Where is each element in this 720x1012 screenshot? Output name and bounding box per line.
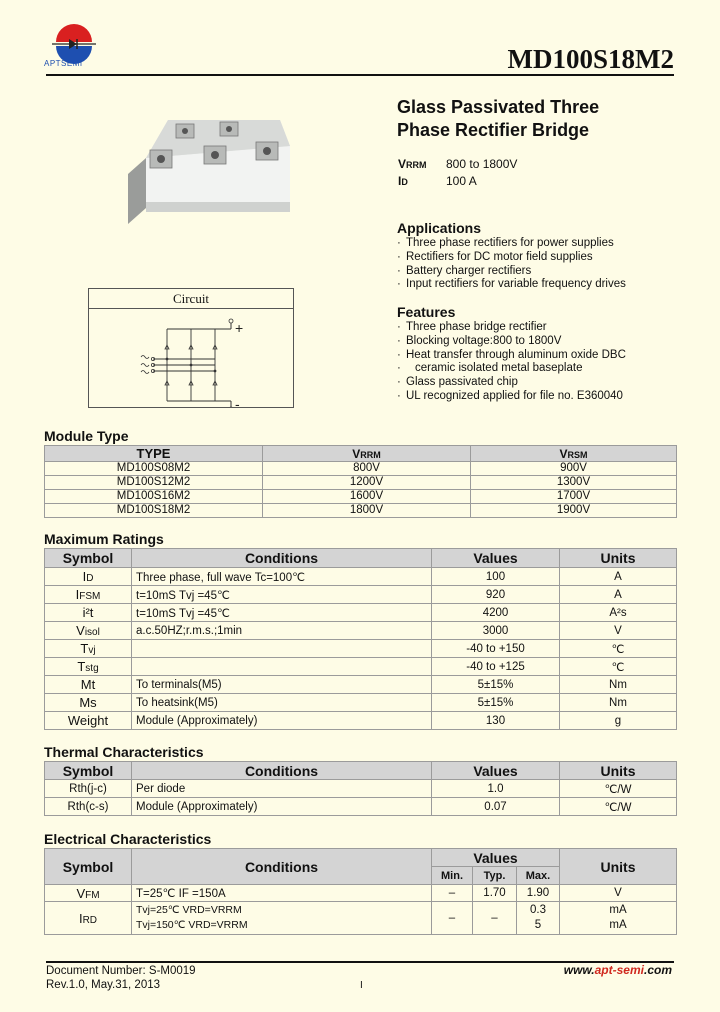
header-cell: Symbol: [45, 762, 132, 780]
footer-doc-info: [46, 964, 196, 992]
cell: 1200V: [263, 476, 471, 490]
list-item: · Three phase rectifiers for power supplies: [397, 237, 626, 251]
module-photo: [120, 106, 300, 226]
header-subscript: RSM: [567, 449, 588, 460]
symbol-cell: [45, 568, 132, 586]
condition-cell: Three phase, full wave Tc=100℃: [132, 568, 432, 586]
cell: –: [432, 902, 473, 935]
cell: ℃/W: [560, 798, 677, 816]
table-header-row: [45, 849, 677, 867]
header-cell: Conditions: [132, 849, 432, 885]
symbol: Mt: [80, 677, 96, 692]
table-header-row: [45, 446, 677, 462]
cell: ℃/W: [560, 780, 677, 798]
symbol: Ms: [79, 695, 97, 710]
circuit-diagram: [89, 309, 293, 407]
spec-subscript: RRM: [406, 160, 427, 170]
max-ratings-body: [45, 568, 677, 730]
unit-cell: Nm: [560, 694, 677, 712]
value-cell: 3000: [432, 622, 560, 640]
header-symbol: V: [559, 446, 568, 461]
cell: Module (Approximately): [132, 798, 432, 816]
spec-subscript: D: [401, 177, 408, 187]
symbol: T: [77, 659, 86, 674]
cell: 900V: [471, 462, 677, 476]
symbol-cell: [45, 640, 132, 658]
applications-list: [397, 237, 626, 292]
title-line-1: Glass Passivated Three: [397, 97, 600, 117]
features-heading: Features: [397, 304, 456, 320]
cell: [560, 902, 677, 935]
symbol: T: [80, 641, 89, 656]
cell: Rth(c-s): [45, 798, 132, 816]
table-row: [45, 694, 677, 712]
unit-line: mA: [609, 904, 627, 916]
spec-symbol: V: [398, 157, 407, 171]
condition-cell: [132, 640, 432, 658]
cell: 800V: [263, 462, 471, 476]
header-cell: Symbol: [45, 549, 132, 568]
spec-value: 100 A: [446, 174, 477, 188]
circuit-title: Circuit: [89, 289, 293, 309]
symbol: V: [76, 885, 86, 901]
table-row: [45, 798, 677, 816]
value-cell: 130: [432, 712, 560, 730]
cell: 1.70: [473, 885, 517, 902]
cell: 0.07: [432, 798, 560, 816]
value-line: 0.3: [530, 904, 546, 916]
table-row: [45, 462, 677, 476]
table-header-row: [45, 762, 677, 780]
col-vrsm-header: [471, 446, 677, 462]
symbol: I: [78, 910, 83, 926]
circuit-box: [88, 288, 294, 408]
url-main: apt-semi: [594, 963, 644, 977]
symbol-cell: [45, 676, 132, 694]
cell: –: [473, 902, 517, 935]
cell: MD100S08M2: [45, 462, 263, 476]
value-cell: -40 to +125: [432, 658, 560, 676]
unit-cell: ℃: [560, 658, 677, 676]
condition-cell: t=10mS Tvj =45℃: [132, 586, 432, 604]
features-list: [397, 321, 626, 404]
list-item: · Blocking voltage:800 to 1800V: [397, 335, 626, 349]
table-row: [45, 504, 677, 518]
part-number: MD100S18M2: [507, 44, 674, 74]
value-cell: -40 to +150: [432, 640, 560, 658]
condition-cell: t=10mS Tvj =45℃: [132, 604, 432, 622]
cell: T=25℃ IF =150A: [132, 885, 432, 902]
spec-value: 800 to 1800V: [446, 157, 518, 171]
applications-heading: Applications: [397, 220, 482, 236]
subheader-cell: Min.: [432, 867, 473, 885]
header-cell: Units: [560, 549, 677, 568]
table-row: [45, 780, 677, 798]
spec-id: [398, 174, 477, 188]
unit-cell: A²s: [560, 604, 677, 622]
cell: [45, 902, 132, 935]
list-item: · Input rectifiers for variable frequency drives: [397, 278, 626, 292]
symbol-subscript: vj: [88, 645, 96, 656]
table-row: [45, 902, 677, 935]
symbol-subscript: RD: [82, 914, 98, 926]
header-cell: Values: [432, 849, 560, 867]
symbol-cell: [45, 622, 132, 640]
condition-line: Tvj=150℃ VRD=VRRM: [136, 919, 248, 931]
list-item: · UL recognized applied for file no. E360040: [397, 390, 626, 404]
module-type-table: [44, 445, 677, 518]
website-link[interactable]: [564, 963, 672, 977]
symbol-subscript: FM: [85, 889, 100, 901]
value-cell: 4200: [432, 604, 560, 622]
cell: 1600V: [263, 490, 471, 504]
cell: Per diode: [132, 780, 432, 798]
cell: MD100S16M2: [45, 490, 263, 504]
symbol-subscript: D: [86, 573, 94, 584]
list-item: · Rectifiers for DC motor field supplies: [397, 251, 626, 265]
subheader-cell: Max.: [517, 867, 560, 885]
table-header-row: [45, 549, 677, 568]
cell: MD100S12M2: [45, 476, 263, 490]
symbol-cell: [45, 712, 132, 730]
brand-name: APTSEMI: [44, 59, 83, 68]
condition-cell: Module (Approximately): [132, 712, 432, 730]
cell: 1300V: [471, 476, 677, 490]
unit-cell: Nm: [560, 676, 677, 694]
table-row: [45, 568, 677, 586]
condition-cell: [132, 658, 432, 676]
header-divider: [46, 74, 674, 76]
header-symbol: V: [352, 446, 361, 461]
symbol: Weight: [67, 713, 109, 728]
list-item: · Heat transfer through aluminum oxide DBC: [397, 349, 626, 363]
col-type-header: TYPE: [45, 446, 263, 462]
cell: 1800V: [263, 504, 471, 518]
condition-line: Tvj=25℃ VRD=VRRM: [136, 904, 242, 916]
list-item-continued: [397, 362, 626, 376]
header-cell: Conditions: [132, 549, 432, 568]
table-row: [45, 640, 677, 658]
page-number: I: [360, 980, 363, 991]
symbol-cell: [45, 604, 132, 622]
electrical-table: [44, 848, 677, 935]
header-cell: Symbol: [45, 849, 132, 885]
url-suffix: .com: [643, 963, 672, 977]
electrical-heading: Electrical Characteristics: [44, 831, 212, 847]
cell: 1.0: [432, 780, 560, 798]
value-cell: 920: [432, 586, 560, 604]
unit-cell: A: [560, 568, 677, 586]
circuit-minus-label: -: [235, 396, 240, 407]
url-prefix: www.: [563, 963, 595, 977]
condition-cell: To heatsink(M5): [132, 694, 432, 712]
table-row: [45, 712, 677, 730]
symbol-cell: [45, 586, 132, 604]
value-line: 5: [534, 919, 542, 931]
cell: –: [432, 885, 473, 902]
circuit-plus-label: +: [235, 320, 244, 336]
thermal-table: [44, 761, 677, 816]
symbol-cell: [45, 694, 132, 712]
symbol-subscript: stg: [85, 663, 99, 674]
table-row: [45, 676, 677, 694]
unit-cell: A: [560, 586, 677, 604]
spec-vrrm: [398, 157, 517, 171]
list-item-text: ceramic isolated metal baseplate: [415, 362, 583, 375]
table-row: [45, 658, 677, 676]
cell: V: [560, 885, 677, 902]
cell: MD100S18M2: [45, 504, 263, 518]
header-cell: Units: [560, 762, 677, 780]
max-ratings-table: [44, 548, 677, 730]
document-number: Document Number: S-M0019: [46, 965, 196, 977]
value-cell: 5±15%: [432, 694, 560, 712]
symbol: I: [82, 569, 87, 584]
symbol: I: [75, 587, 80, 602]
symbol: V: [76, 623, 85, 638]
header-cell: Values: [432, 762, 560, 780]
table-row: [45, 490, 677, 504]
value-cell: 100: [432, 568, 560, 586]
symbol: i²t: [82, 605, 94, 620]
value-cell: 5±15%: [432, 676, 560, 694]
cell: 1.90: [517, 885, 560, 902]
list-item: · Three phase bridge rectifier: [397, 321, 626, 335]
header-cell: Units: [560, 849, 677, 885]
header-cell: Conditions: [132, 762, 432, 780]
symbol-subscript: isol: [84, 627, 100, 638]
table-row: [45, 604, 677, 622]
condition-cell: To terminals(M5): [132, 676, 432, 694]
unit-cell: g: [560, 712, 677, 730]
col-vrrm-header: [263, 446, 471, 462]
header-subscript: RRM: [360, 449, 381, 460]
spec-symbol: I: [398, 174, 402, 188]
cell: [132, 902, 432, 935]
product-title: [397, 96, 599, 142]
max-ratings-heading: Maximum Ratings: [44, 531, 164, 547]
symbol-subscript: FSM: [79, 591, 101, 602]
cell: 1700V: [471, 490, 677, 504]
cell: [45, 885, 132, 902]
thermal-heading: Thermal Characteristics: [44, 744, 204, 760]
unit-line: mA: [609, 919, 627, 931]
cell: Rth(j-c): [45, 780, 132, 798]
condition-cell: a.c.50HZ;r.m.s.;1min: [132, 622, 432, 640]
title-line-2: Phase Rectifier Bridge: [397, 120, 590, 140]
cell: 1900V: [471, 504, 677, 518]
subheader-cell: Typ.: [473, 867, 517, 885]
table-row: [45, 885, 677, 902]
table-row: [45, 586, 677, 604]
table-row: [45, 476, 677, 490]
symbol-cell: [45, 658, 132, 676]
revision: Rev.1.0, May.31, 2013: [46, 979, 161, 991]
table-row: [45, 622, 677, 640]
module-type-heading: Module Type: [44, 428, 129, 444]
cell: [517, 902, 560, 935]
unit-cell: ℃: [560, 640, 677, 658]
unit-cell: V: [560, 622, 677, 640]
list-item: · Battery charger rectifiers: [397, 265, 626, 279]
header-cell: Values: [432, 549, 560, 568]
list-item: · Glass passivated chip: [397, 376, 626, 390]
